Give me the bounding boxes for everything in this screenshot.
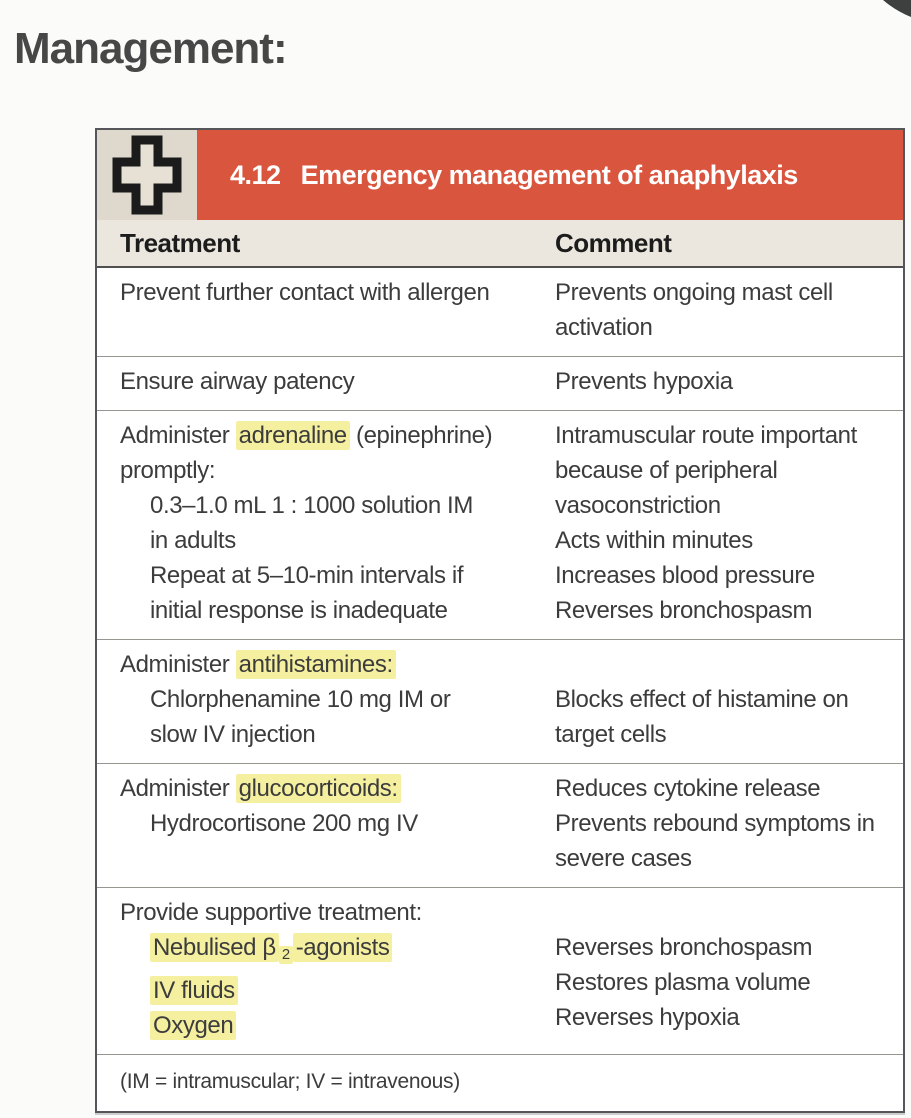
cell-line — [555, 453, 897, 488]
table-row — [97, 410, 903, 639]
treatment-cell — [97, 418, 555, 628]
cell-line — [555, 364, 897, 399]
table-title-band — [97, 130, 903, 220]
cell-line — [150, 1008, 555, 1043]
cell-line — [555, 841, 897, 876]
cell-line — [555, 593, 897, 628]
cell-line — [120, 771, 555, 806]
cell-line — [150, 682, 555, 717]
cell-line — [555, 418, 897, 453]
highlighted-text: glucocorticoids: — [236, 774, 401, 803]
text-segment: Restores plasma volume — [555, 969, 811, 996]
treatment-cell — [97, 771, 555, 876]
text-segment: slow IV injection — [150, 721, 316, 748]
text-segment: Reverses bronchospasm — [555, 934, 813, 961]
cell-line — [150, 806, 555, 841]
cell-line — [555, 275, 897, 310]
table-title-bar — [197, 130, 903, 220]
cell-line — [555, 717, 897, 752]
cell-line — [120, 275, 555, 310]
text-segment: Repeat at 5–10-min intervals if — [150, 562, 464, 589]
page-title: Management: — [14, 24, 287, 73]
cell-line — [555, 310, 897, 345]
text-segment: Provide supportive treatment: — [120, 899, 422, 926]
cell-line — [555, 647, 897, 682]
cell-line — [555, 682, 897, 717]
text-segment: in adults — [150, 527, 236, 554]
highlighted-text: IV fluids — [150, 976, 238, 1005]
text-segment: Acts within minutes — [555, 527, 753, 554]
text-segment: Blocks effect of histamine on — [555, 686, 849, 713]
cell-line — [150, 523, 555, 558]
text-segment: Increases blood pressure — [555, 562, 815, 589]
treatment-cell — [97, 895, 555, 1043]
table-body — [97, 268, 903, 1054]
cell-line — [555, 558, 897, 593]
table-footnote: (IM = intramuscular; IV = intravenous) — [97, 1054, 903, 1111]
highlighted-text: adrenaline — [236, 421, 350, 450]
text-segment: promptly: — [120, 457, 216, 484]
text-segment: Reduces cytokine release — [555, 775, 821, 802]
text-segment: Prevents hypoxia — [555, 368, 733, 395]
cell-line — [120, 364, 555, 399]
table-row — [97, 356, 903, 410]
column-header-treatment: Treatment — [120, 227, 240, 258]
comment-cell — [555, 647, 903, 752]
table-row — [97, 639, 903, 763]
cell-line — [150, 558, 555, 593]
highlighted-text: Nebulised β — [150, 933, 279, 962]
text-segment: Administer — [120, 422, 236, 449]
text-segment: initial response is inadequate — [150, 597, 448, 624]
corner-accent-icon — [881, 0, 911, 17]
cell-line — [150, 488, 555, 523]
text-segment: Chlorphenamine 10 mg IM or — [150, 686, 451, 713]
table-number: 4.12 — [230, 159, 281, 190]
column-header-row — [97, 220, 903, 268]
anaphylaxis-table — [95, 128, 905, 1113]
highlighted-text: Oxygen — [150, 1011, 236, 1040]
cell-line — [555, 895, 897, 930]
comment-cell — [555, 771, 903, 876]
text-segment: Prevents ongoing mast cell — [555, 279, 833, 306]
cell-line — [120, 895, 555, 930]
cell-line — [555, 965, 897, 1000]
text-segment: severe cases — [555, 845, 692, 872]
text-segment: Prevent further contact with allergen — [120, 279, 490, 306]
comment-cell — [555, 418, 903, 628]
cell-line — [555, 1000, 897, 1035]
text-segment: target cells — [555, 721, 667, 748]
cell-line — [555, 523, 897, 558]
cell-line — [150, 973, 555, 1008]
text-segment: Prevents rebound symptoms in — [555, 810, 875, 837]
comment-cell — [555, 895, 903, 1043]
column-header-comment: Comment — [555, 227, 672, 258]
text-segment: Ensure airway patency — [120, 368, 355, 395]
cell-line — [555, 806, 897, 841]
table-row — [97, 763, 903, 887]
text-segment: Reverses bronchospasm — [555, 597, 813, 624]
text-segment: (epinephrine) — [349, 422, 493, 449]
text-segment: Hydrocortisone 200 mg IV — [150, 810, 418, 837]
text-segment: vasoconstriction — [555, 492, 721, 519]
treatment-cell — [97, 364, 555, 399]
highlighted-text: 2 — [279, 946, 293, 964]
text-segment: Reverses hypoxia — [555, 1004, 740, 1031]
cell-line — [120, 453, 555, 488]
text-segment: Administer — [120, 775, 236, 802]
comment-cell — [555, 275, 903, 345]
cell-line — [120, 647, 555, 682]
text-segment: 0.3–1.0 mL 1 : 1000 solution IM — [150, 492, 473, 519]
cell-line — [120, 418, 555, 453]
highlighted-text: -agonists — [293, 933, 393, 962]
treatment-cell — [97, 647, 555, 752]
cell-line — [555, 930, 897, 965]
cell-line — [150, 930, 555, 973]
highlighted-text: antihistamines: — [236, 650, 396, 679]
text-segment: activation — [555, 314, 653, 341]
medical-cross-icon — [97, 130, 197, 220]
text-segment: Administer — [120, 651, 236, 678]
table-row — [97, 887, 903, 1054]
text-segment: because of peripheral — [555, 457, 778, 484]
treatment-cell — [97, 275, 555, 345]
text-segment: Intramuscular route important — [555, 422, 857, 449]
table-title: Emergency management of anaphylaxis — [300, 159, 798, 190]
comment-cell — [555, 364, 903, 399]
cell-line — [555, 771, 897, 806]
cell-line — [150, 717, 555, 752]
cell-line — [150, 593, 555, 628]
cell-line — [555, 488, 897, 523]
table-row — [97, 268, 903, 356]
